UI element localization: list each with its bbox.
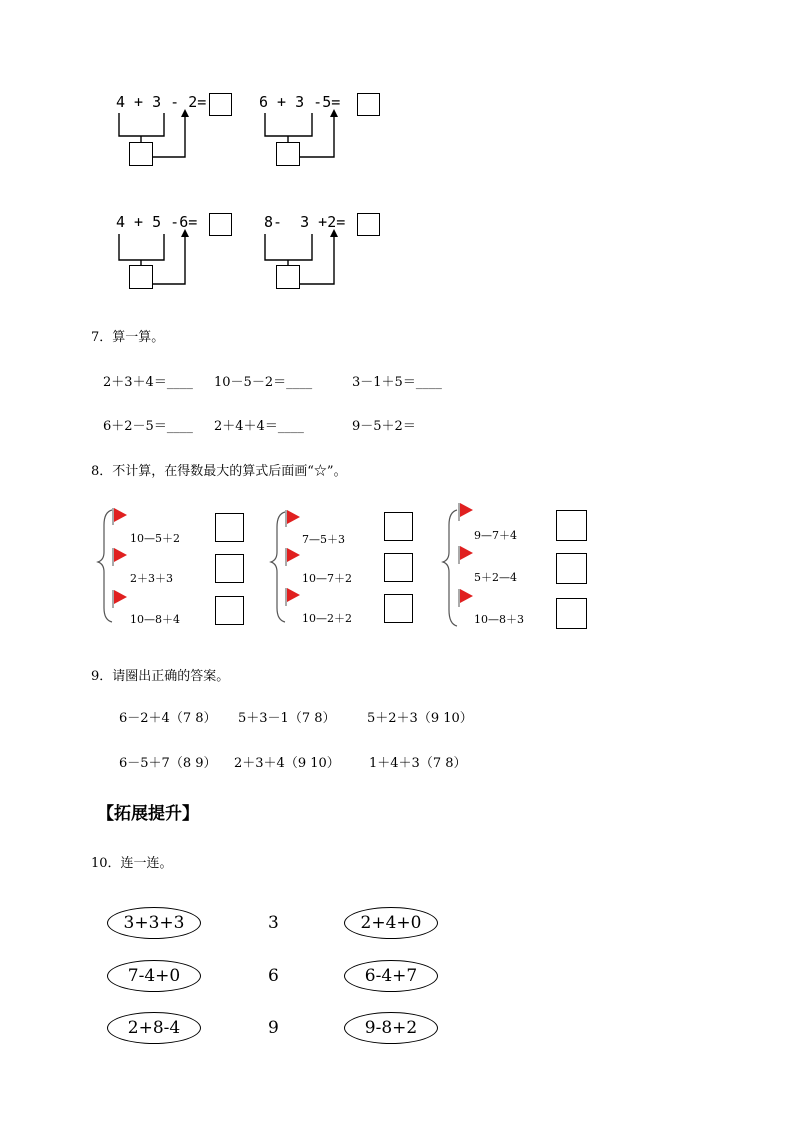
q9-r2-c2: 2＋3＋4（9 10） (234, 756, 340, 771)
q8-title: 8．不计算，在得数最大的算式后面画“☆”。 (91, 464, 347, 479)
flag-icon (114, 503, 473, 604)
q8-g1-box3[interactable] (215, 596, 244, 625)
q8-g2-box2[interactable] (384, 553, 413, 582)
q8-g2-item1: 7—5＋3 (302, 533, 345, 546)
q9-r1-c1: 6－2＋4（7 8） (119, 711, 217, 726)
q6-expr-4: 8- 3 +2= (264, 213, 346, 231)
q8-g3-box3[interactable] (556, 598, 587, 629)
q8-g2-box3[interactable] (384, 594, 413, 623)
q6-mid-box-2[interactable] (276, 142, 300, 166)
q7-r1-c1: 2＋3＋4＝____ (103, 375, 193, 390)
q8-g2-item3: 10—2＋2 (302, 612, 352, 625)
q8-g1-box2[interactable] (215, 554, 244, 583)
q8-g2-item2: 10—7＋2 (302, 572, 352, 585)
q8-g1-item1: 10—5＋2 (130, 532, 180, 545)
q6-expr-3: 4 + 5 -6= (116, 213, 198, 231)
q7-title: 7．算一算。 (91, 330, 165, 345)
q6-mid-box-3[interactable] (129, 265, 153, 289)
q10-left-oval-3[interactable]: 2+8-4 (107, 1012, 201, 1044)
q10-middle-2[interactable]: 6 (268, 966, 279, 986)
q7-r2-c3: 9－5＋2＝ (352, 419, 416, 434)
q9-r1-c2: 5＋3－1（7 8） (238, 711, 336, 726)
q8-g2-box1[interactable] (384, 512, 413, 541)
q9-r2-c1: 6－5＋7（8 9） (119, 756, 217, 771)
q8-g3-box2[interactable] (556, 553, 587, 584)
q7-r2-c2: 2＋4＋4＝____ (214, 419, 304, 434)
q6-mid-box-4[interactable] (276, 265, 300, 289)
q8-g3-item3: 10—8＋3 (474, 613, 524, 626)
q10-right-oval-1[interactable]: 2+4+0 (344, 907, 438, 939)
q6-expr-1: 4 + 3 - 2= (116, 93, 207, 111)
q7-r2-c1: 6＋2－5＝____ (103, 419, 193, 434)
q8-g3-item1: 9—7＋4 (474, 529, 517, 542)
q8-g1-item3: 10—8＋4 (130, 613, 180, 626)
q10-middle-3[interactable]: 9 (268, 1018, 279, 1038)
q8-g1-box1[interactable] (215, 513, 244, 542)
q10-middle-1[interactable]: 3 (268, 913, 279, 933)
q10-title: 10．连一连。 (91, 856, 173, 871)
section-heading: 【拓展提升】 (97, 804, 199, 824)
q6-expr-2: 6 + 3 -5= (259, 93, 341, 111)
q7-r1-c3: 3－1＋5＝____ (352, 375, 442, 390)
q6-answer-box-2[interactable] (357, 93, 380, 116)
q10-left-oval-2[interactable]: 7-4+0 (107, 960, 201, 992)
q6-mid-box-1[interactable] (129, 142, 153, 166)
q9-r1-c3: 5＋2＋3（9 10） (367, 711, 473, 726)
q10-right-oval-3[interactable]: 9-8+2 (344, 1012, 438, 1044)
q6-answer-box-1[interactable] (209, 93, 232, 116)
q7-r1-c2: 10－5－2＝____ (214, 375, 313, 390)
q6-answer-box-3[interactable] (209, 213, 232, 236)
q8-g1-item2: 2＋3＋3 (130, 572, 173, 585)
q9-title: 9．请圈出正确的答案。 (91, 669, 230, 684)
q6-answer-box-4[interactable] (357, 213, 380, 236)
q8-g3-item2: 5＋2—4 (474, 571, 517, 584)
q10-right-oval-2[interactable]: 6-4+7 (344, 960, 438, 992)
q8-g3-box1[interactable] (556, 510, 587, 541)
q10-left-oval-1[interactable]: 3+3+3 (107, 907, 201, 939)
q9-r2-c3: 1＋4＋3（7 8） (369, 756, 467, 771)
